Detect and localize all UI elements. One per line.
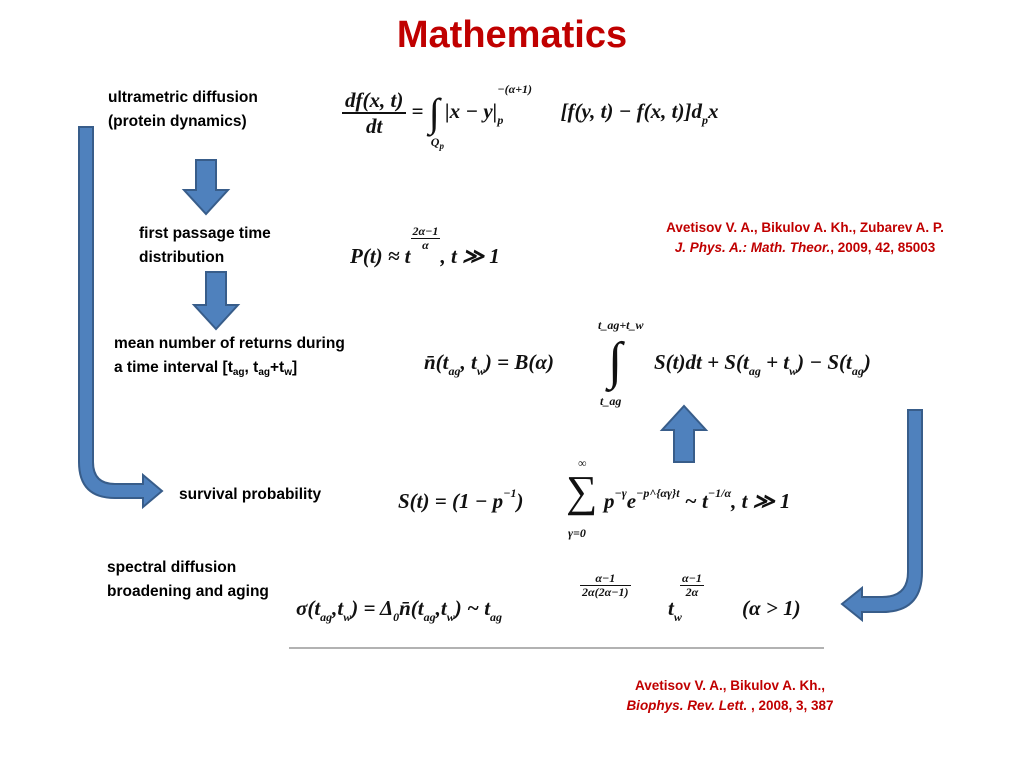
equation-mean-returns: $n̄(t_{ag}$, $t_w) = B(\alpha)$ t_ag+t_w ∫ t_ag $S(t)dt + S(t_{ag} + t_w) - S(t_{ag})$ — [424, 318, 871, 408]
reference-1 — [640, 218, 970, 258]
label-mean-returns — [114, 332, 345, 380]
label-spectral — [107, 556, 269, 604]
down-arrow-1 — [184, 160, 228, 214]
label-spectral-line2: broadening and aging — [107, 583, 269, 600]
label-spectral-line1: spectral diffusion — [107, 559, 237, 576]
label-mean-returns-line1: mean number of returns during — [114, 335, 345, 352]
label-ultrametric-line1: ultrametric diffusion — [108, 89, 258, 106]
equation-survival: $S(t) = (1 - p^{-1})$ ∞ ∑ γ=0 $p^{-\gamma}e^{-p\^{}\{\alpha\gamma\}t}$ ~ $t^{-1/\alpha}$, t ≫ 1 — [398, 456, 791, 540]
equation-spectral: $\sigma(t_{ag},t_w)$ = $\Delta_0n̄(t_{ag},t_w)$ ~ $t_{ag}$ $\frac{\alpha-1}{2\alpha(2\alpha-1)}$ $t_w$ $\frac{\alpha-1}{2\alpha}$ (α > 1) — [296, 571, 801, 624]
label-first-passage-line1: first passage time — [139, 225, 271, 242]
label-first-passage — [139, 222, 271, 270]
reference-2-authors: Avetisov V. A., Bikulov A. Kh., — [634, 678, 826, 693]
reference-2 — [580, 676, 880, 716]
label-ultrametric-line2: (protein dynamics) — [108, 113, 247, 130]
reference-1-authors: Avetisov V. A., Bikulov A. Kh., Zubarev A. P. — [666, 220, 944, 235]
up-arrow — [662, 406, 706, 462]
integral-sign: ∫ — [428, 89, 440, 135]
equation-first-passage: P(t) ≈ t $\frac{2\alpha-1}{\alpha}$ , t ≫ 1 — [350, 224, 500, 268]
label-first-passage-line2: distribution — [139, 249, 225, 266]
equation-diffusion: $\frac{df(x, t)}{dt}$ = ∫ $Q_p$ |x − y| $^{-(\alpha+1)}$ $_p$ [f(y, t) − f(x, $t)]d_px$ — [342, 88, 882, 168]
diffusion-lhs-fraction: $\frac{df(x, t)}{dt}$ — [342, 88, 406, 138]
reference-2-citation: Biophys. Rev. Lett. , 2008, 3, 387 — [626, 698, 834, 713]
page-title: Mathematics — [396, 14, 628, 56]
label-survival: survival probability — [179, 486, 322, 503]
label-mean-returns-line2: a time interval [$t_{ag}$, $t_{ag}+t_w$] — [114, 359, 298, 378]
down-arrow-2 — [194, 272, 238, 329]
reference-1-citation: J. Phys. A.: Math. Theor., 2009, 42, 85003 — [674, 240, 936, 255]
left-bent-arrow — [79, 127, 162, 507]
label-ultrametric — [108, 86, 258, 134]
